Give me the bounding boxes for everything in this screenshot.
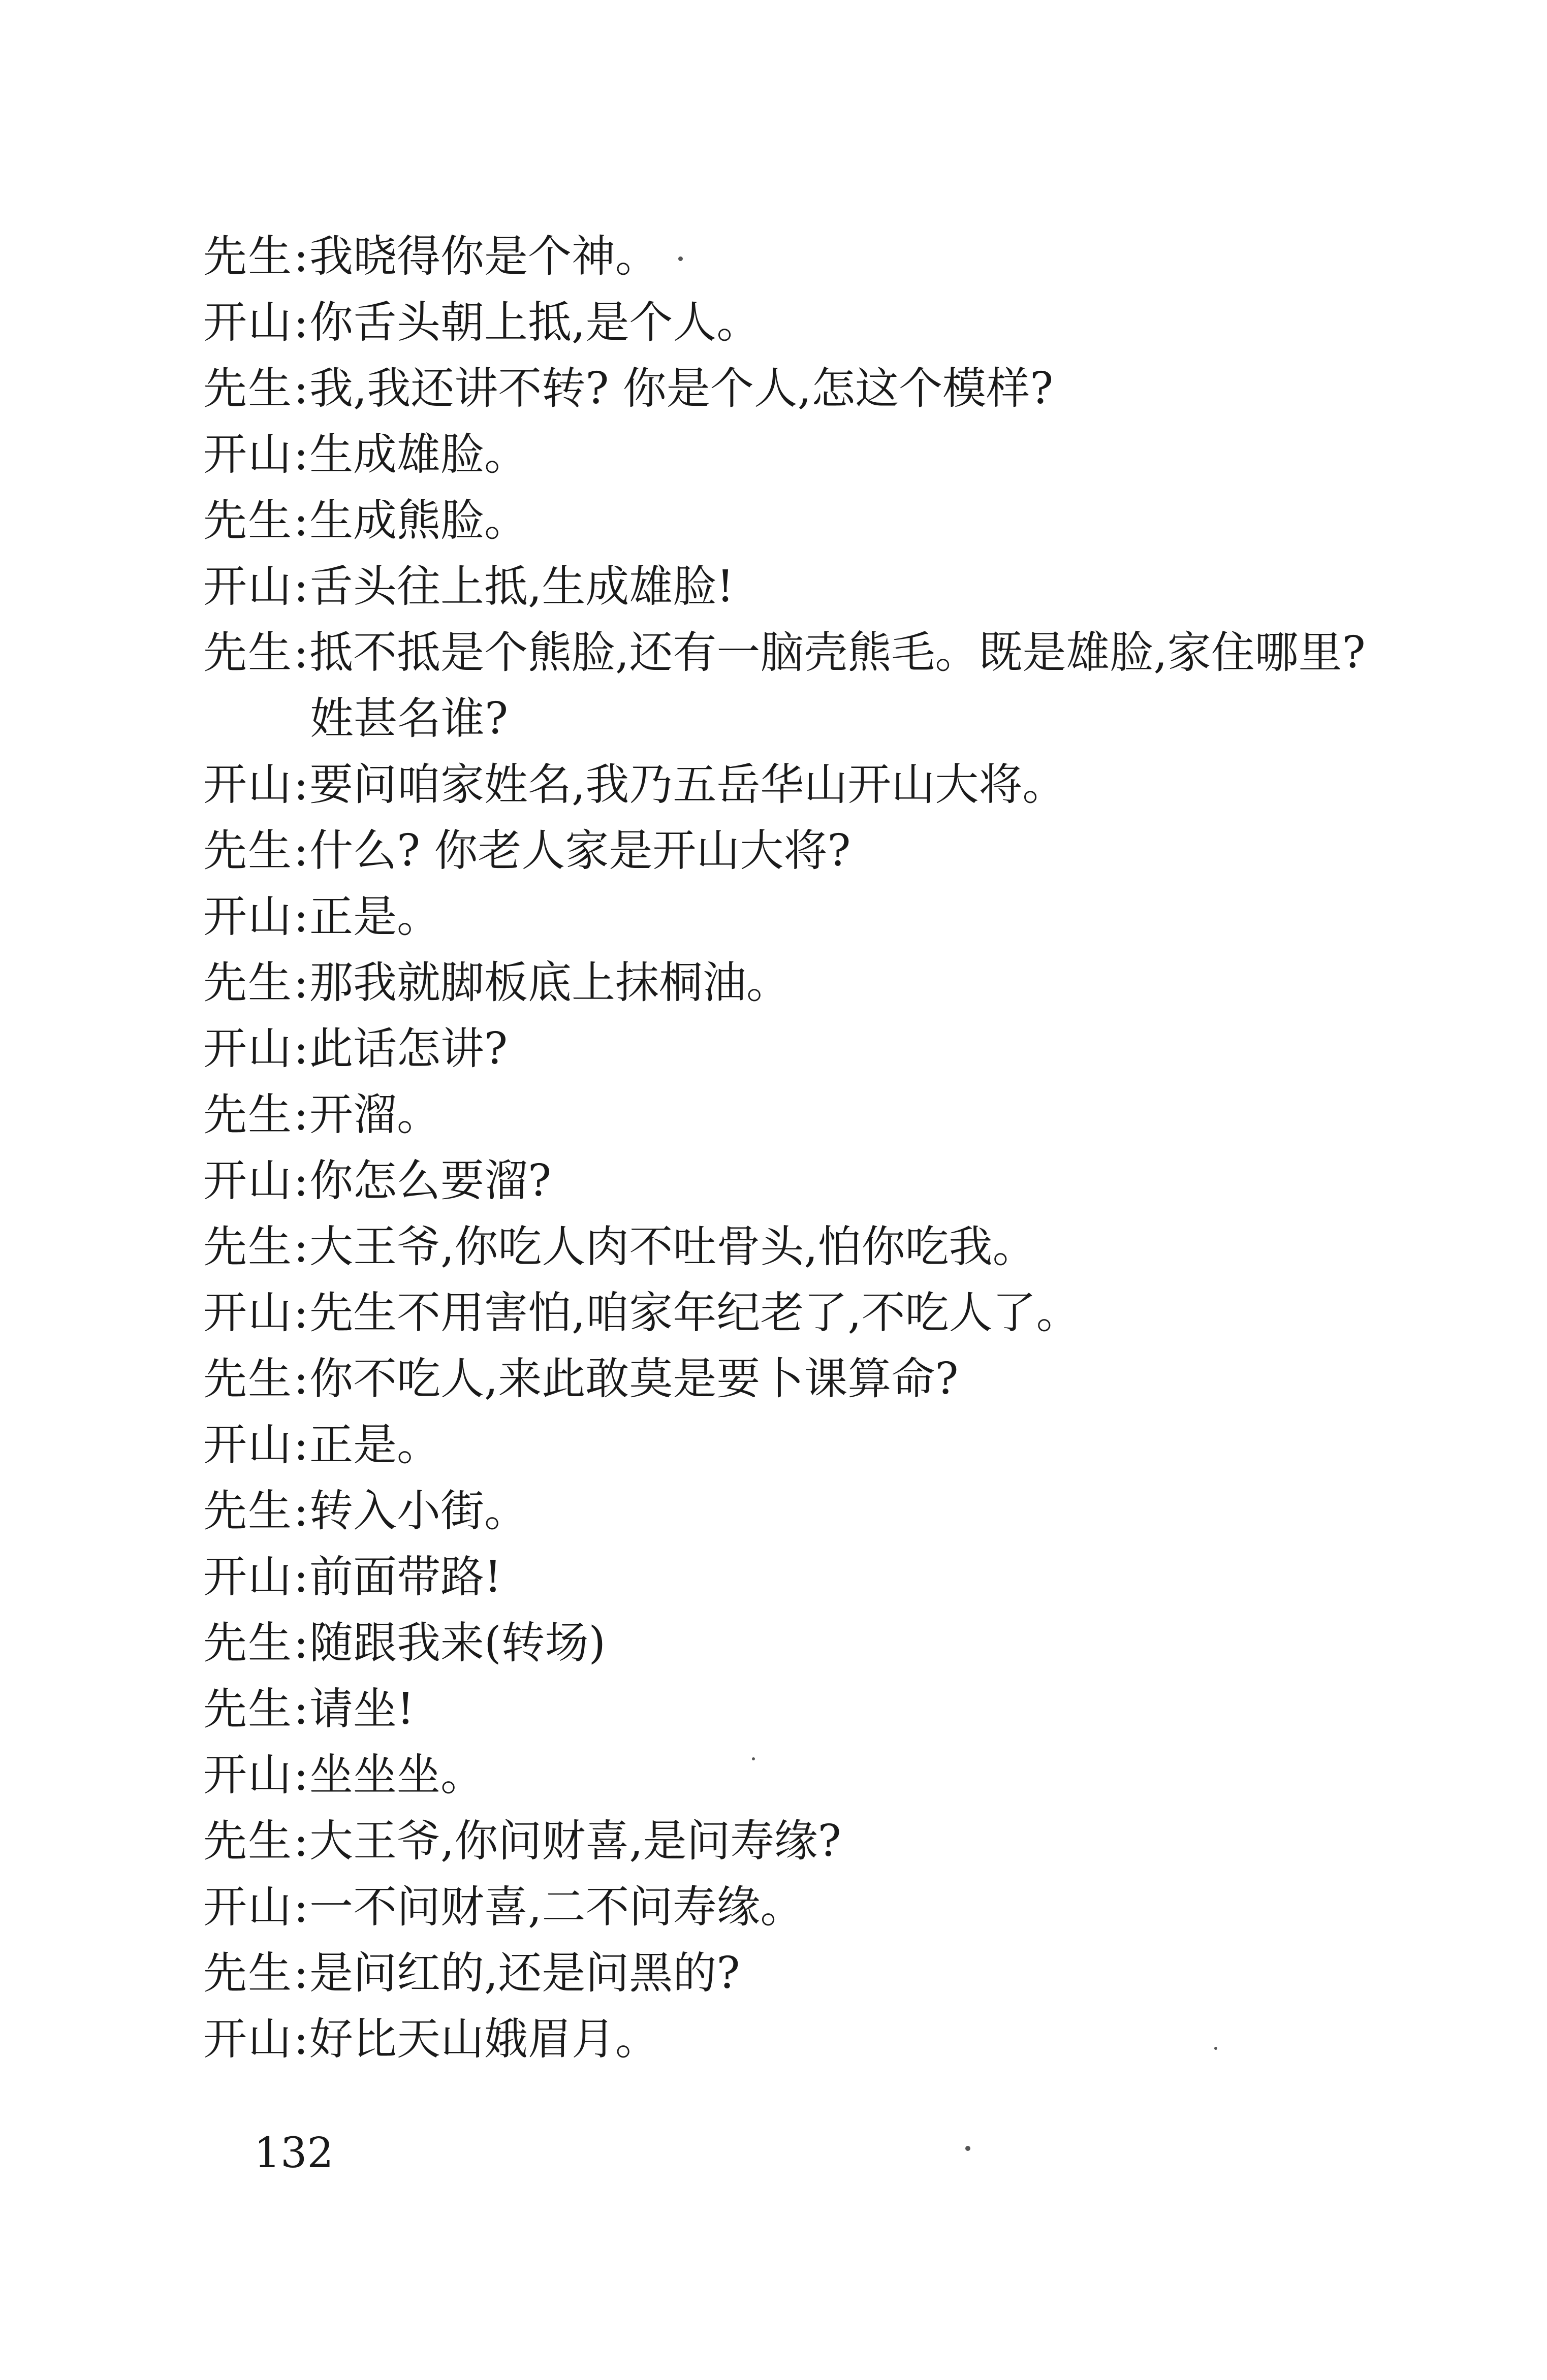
speaker-colon: : <box>294 1155 308 1206</box>
speaker-colon: : <box>294 957 308 1008</box>
line-text: 你不吃人,来此敢莫是要卜课算命? <box>309 1354 959 1404</box>
dialogue-line <box>203 1214 1423 1280</box>
line-text: 正是。 <box>309 891 440 942</box>
speaker-colon: : <box>294 1882 308 1933</box>
dialogue-line <box>203 1478 1423 1544</box>
dialogue-line <box>203 818 1423 884</box>
line-text: 前面带路! <box>309 1552 502 1602</box>
speaker-name: 先生 <box>203 1948 293 1999</box>
line-text: 开溜。 <box>309 1089 440 1140</box>
line-text: 你怎么要溜? <box>309 1155 552 1206</box>
speaker-colon: : <box>294 363 308 414</box>
dialogue-line <box>203 1016 1423 1082</box>
line-text: 先生不用害怕,咱家年纪老了,不吃人了。 <box>309 1288 1080 1338</box>
speaker-colon: : <box>294 297 308 348</box>
speaker-colon: : <box>294 825 308 876</box>
line-text: 舌头往上抵,生成雄脸! <box>309 561 734 612</box>
line-text: 正是。 <box>309 1420 440 1470</box>
scan-speck <box>1214 2047 1217 2050</box>
speaker-colon: : <box>294 231 308 282</box>
line-text: 我晓得你是个神。 <box>309 231 659 282</box>
dialogue-line <box>203 1082 1423 1148</box>
speaker-colon: : <box>294 1684 308 1734</box>
line-text: 什么? 你老人家是开山大将? <box>309 825 851 876</box>
speaker-colon: : <box>294 1221 308 1272</box>
speaker-colon: : <box>294 1420 308 1470</box>
line-text: 随跟我来(转场) <box>309 1618 606 1668</box>
speaker-colon: : <box>294 1089 308 1140</box>
speaker-name: 先生 <box>203 363 293 414</box>
dialogue-line <box>203 2006 1423 2072</box>
line-text: 好比天山娥眉月。 <box>309 2014 659 2065</box>
speaker-name: 开山 <box>203 1552 293 1602</box>
speaker-name: 开山 <box>203 429 293 480</box>
dialogue-line <box>203 1808 1423 1874</box>
speaker-colon: : <box>294 1288 308 1338</box>
dialogue-line <box>203 1874 1423 1940</box>
dialogue-line <box>203 1148 1423 1214</box>
dialogue-line <box>203 1346 1423 1412</box>
speaker-colon: : <box>294 1354 308 1404</box>
line-text: 一不问财喜,二不问寿缘。 <box>309 1882 804 1933</box>
speaker-colon: : <box>294 1618 308 1668</box>
scan-speck <box>752 1757 755 1760</box>
line-text: 生成熊脸。 <box>309 495 528 546</box>
line-text: 我,我还讲不转? 你是个人,怎这个模样? <box>309 363 1054 414</box>
dialogue-line <box>203 488 1423 554</box>
speaker-colon: : <box>294 2014 308 2065</box>
speaker-name: 开山 <box>203 2014 293 2065</box>
dialogue-line <box>203 620 1423 686</box>
line-text: 大王爷,你问财喜,是问寿缘? <box>309 1816 841 1867</box>
speaker-name: 开山 <box>203 1420 293 1470</box>
speaker-colon: : <box>294 1023 308 1074</box>
speaker-colon: : <box>294 627 308 678</box>
line-text: 姓甚名谁? <box>310 693 509 744</box>
speaker-name: 先生 <box>203 1618 293 1668</box>
line-text: 抵不抵是个熊脸,还有一脑壳熊毛。既是雄脸,家住哪里? <box>309 627 1366 678</box>
speaker-name: 先生 <box>203 1486 293 1536</box>
line-text: 转入小街。 <box>309 1486 528 1536</box>
dialogue-line <box>203 1280 1423 1346</box>
line-text: 大王爷,你吃人肉不吐骨头,怕你吃我。 <box>309 1221 1036 1272</box>
speaker-name: 先生 <box>203 825 293 876</box>
speaker-name: 开山 <box>203 1023 293 1074</box>
speaker-colon: : <box>294 1486 308 1536</box>
line-text: 此话怎讲? <box>309 1023 508 1074</box>
speaker-name: 先生 <box>203 957 293 1008</box>
speaker-name: 先生 <box>203 231 293 282</box>
dialogue-line <box>203 554 1423 620</box>
dialogue-line <box>203 290 1423 356</box>
speaker-colon: : <box>294 759 308 810</box>
dialogue-line <box>203 1940 1423 2006</box>
speaker-colon: : <box>294 1948 308 1999</box>
dialogue-line <box>203 356 1423 422</box>
line-text: 那我就脚板底上抹桐油。 <box>309 957 790 1008</box>
dialogue-line <box>203 223 1423 290</box>
dialogue-line <box>203 1544 1423 1610</box>
speaker-colon: : <box>294 429 308 480</box>
scan-speck <box>965 2146 970 2151</box>
dialogue-line <box>203 1742 1423 1808</box>
dialogue-line <box>203 950 1423 1016</box>
speaker-name: 先生 <box>203 1816 293 1867</box>
speaker-name: 开山 <box>203 297 293 348</box>
speaker-colon: : <box>294 1552 308 1602</box>
speaker-name: 开山 <box>203 1882 293 1933</box>
dialogue-line <box>203 1676 1423 1742</box>
speaker-name: 先生 <box>203 1354 293 1404</box>
line-text: 是问红的,还是问黑的? <box>309 1948 740 1999</box>
line-text: 生成雄脸。 <box>309 429 528 480</box>
dialogue-line <box>203 1610 1423 1676</box>
speaker-colon: : <box>294 1816 308 1867</box>
scan-speck <box>678 256 683 261</box>
speaker-colon: : <box>294 561 308 612</box>
speaker-name: 开山 <box>203 1288 293 1338</box>
speaker-name: 开山 <box>203 1750 293 1800</box>
speaker-name: 开山 <box>203 891 293 942</box>
speaker-name: 先生 <box>203 495 293 546</box>
dialogue-line <box>203 752 1423 818</box>
speaker-name: 先生 <box>203 1684 293 1734</box>
line-text: 你舌头朝上抵,是个人。 <box>309 297 761 348</box>
dialogue-line <box>203 884 1423 950</box>
speaker-colon: : <box>294 495 308 546</box>
line-text: 请坐! <box>309 1684 415 1734</box>
speaker-name: 先生 <box>203 1221 293 1272</box>
dialogue-line <box>203 422 1423 488</box>
page-number: 132 <box>254 2129 334 2177</box>
speaker-name: 开山 <box>203 561 293 612</box>
dialogue-line <box>203 686 1423 752</box>
speaker-name: 开山 <box>203 1155 293 1206</box>
line-text: 坐坐坐。 <box>309 1750 484 1800</box>
speaker-name: 先生 <box>203 627 293 678</box>
speaker-name: 先生 <box>203 1089 293 1140</box>
speaker-name: 开山 <box>203 759 293 810</box>
speaker-colon: : <box>294 891 308 942</box>
dialogue-block <box>203 223 1423 2072</box>
speaker-colon: : <box>294 1750 308 1800</box>
dialogue-line <box>203 1412 1423 1478</box>
line-text: 要问咱家姓名,我乃五岳华山开山大将。 <box>309 759 1066 810</box>
